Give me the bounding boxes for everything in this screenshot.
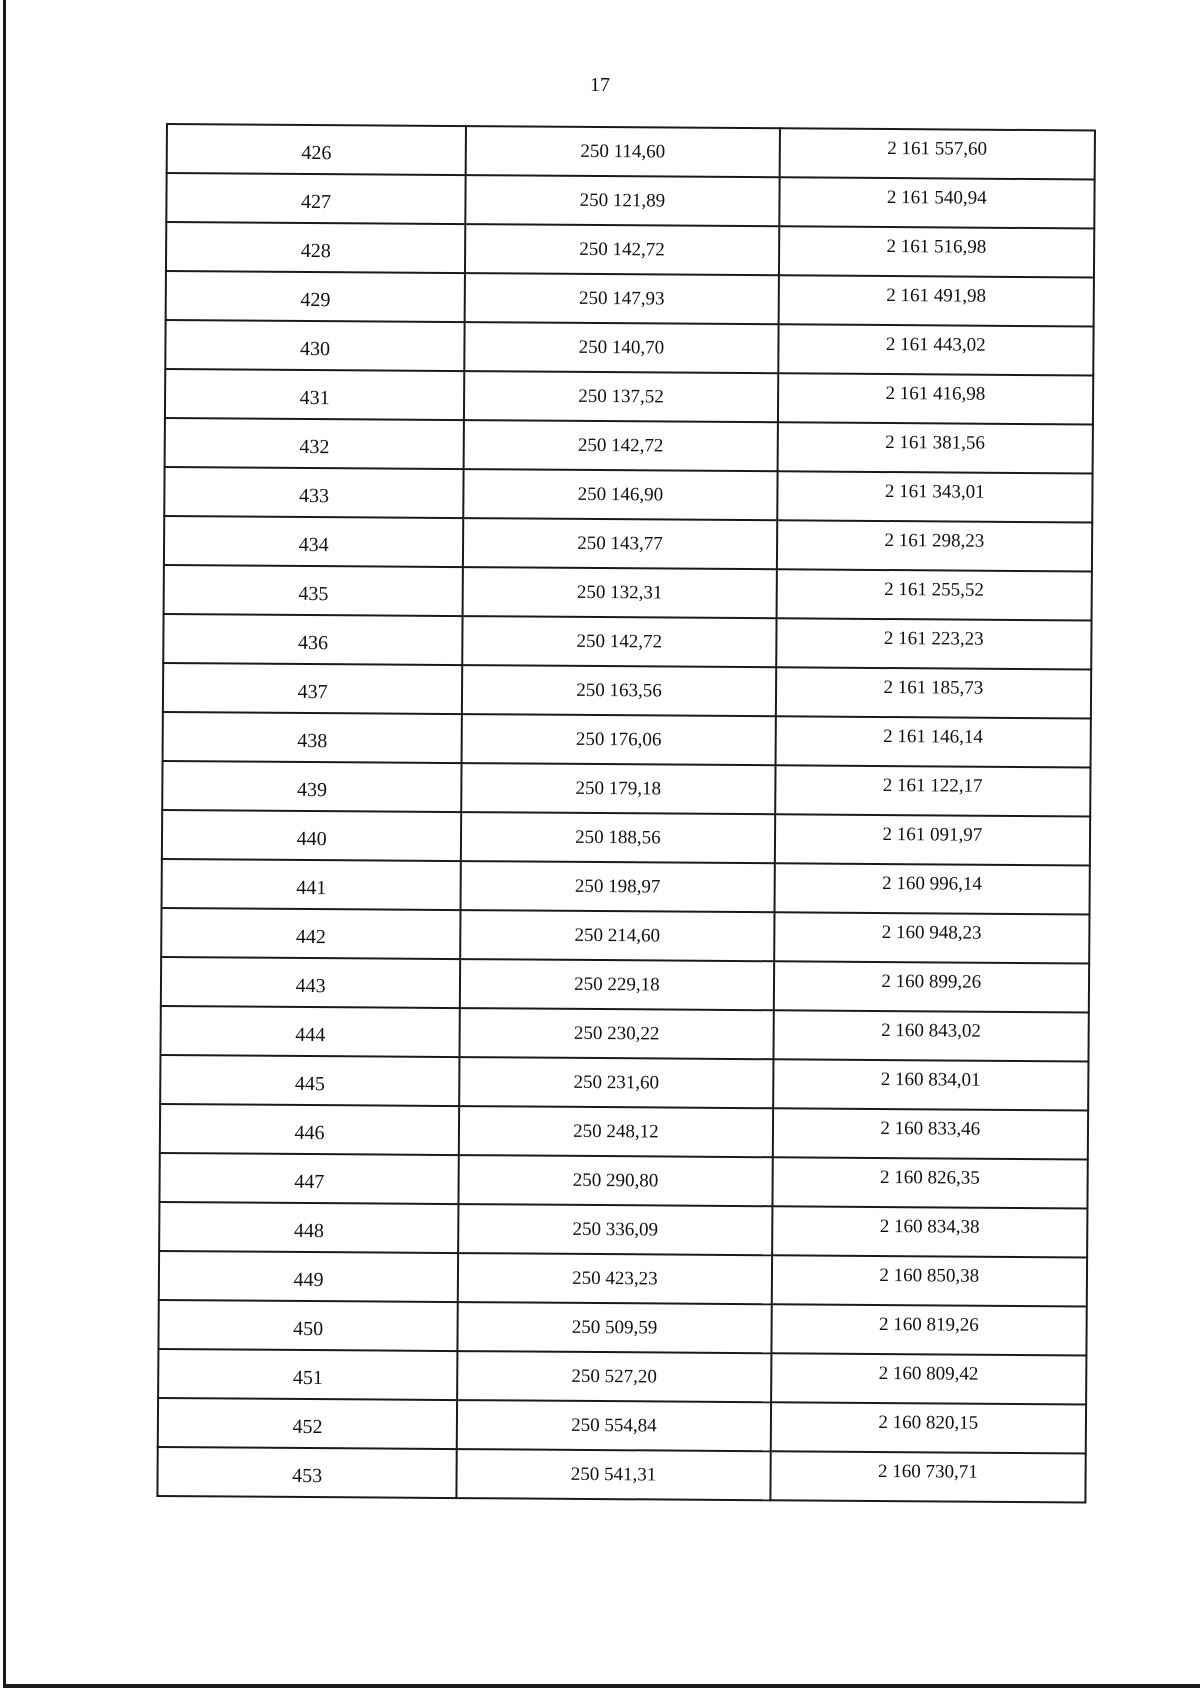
y-coordinate-cell: [778, 324, 1094, 375]
y-coordinate-cell: [771, 1353, 1087, 1404]
x-coordinate-cell: [457, 1351, 771, 1402]
point-number-cell: [165, 320, 465, 371]
table-row: [166, 222, 1094, 277]
point-number-text: 446: [294, 1121, 325, 1144]
point-number-text: 442: [295, 925, 327, 948]
y-coordinate-text: 2 160 834,38: [879, 1216, 980, 1238]
table-row: [162, 859, 1090, 914]
point-number-cell: [158, 1349, 458, 1400]
y-coordinate-cell: [774, 912, 1090, 963]
point-number-cell: [161, 957, 461, 1008]
y-coordinate-text: 2 161 516,98: [886, 236, 987, 258]
point-number-text: 448: [293, 1219, 324, 1242]
point-number-text: 450: [293, 1317, 324, 1340]
point-number-text: 447: [294, 1170, 325, 1193]
point-number-cell: [162, 810, 462, 861]
x-coordinate-text: 250 230,22: [573, 1022, 660, 1045]
table-row: [165, 320, 1093, 375]
point-number-text: 439: [296, 778, 328, 801]
scan-border-left: [3, 0, 6, 1686]
table-row: [163, 712, 1091, 767]
x-coordinate-cell: [464, 371, 778, 422]
point-number-text: 438: [297, 729, 328, 752]
table-row: [165, 369, 1093, 424]
table-row: [160, 1104, 1088, 1159]
y-coordinate-text: 2 161 122,17: [882, 775, 983, 797]
point-number-text: 440: [296, 827, 327, 850]
y-coordinate-text: 2 161 146,14: [883, 726, 983, 748]
x-coordinate-cell: [463, 616, 777, 667]
table-row: [157, 1447, 1085, 1502]
x-coordinate-text: 250 527,20: [571, 1365, 658, 1388]
y-coordinate-cell: [779, 128, 1095, 179]
point-number-text: 436: [297, 631, 329, 654]
x-coordinate-text: 250 188,56: [575, 826, 661, 849]
y-coordinate-cell: [779, 226, 1095, 277]
y-coordinate-text: 2 160 826,35: [880, 1167, 980, 1189]
x-coordinate-cell: [466, 175, 780, 226]
x-coordinate-text: 250 147,93: [578, 287, 665, 310]
point-number-text: 432: [299, 435, 330, 458]
y-coordinate-text: 2 161 185,73: [883, 677, 984, 699]
x-coordinate-text: 250 163,56: [576, 679, 662, 702]
x-coordinate-text: 250 143,77: [577, 532, 663, 555]
x-coordinate-cell: [464, 420, 778, 471]
y-coordinate-text: 2 161 223,23: [883, 628, 984, 650]
x-coordinate-cell: [457, 1449, 771, 1500]
y-coordinate-text: 2 161 416,98: [885, 383, 986, 405]
x-coordinate-text: 250 142,72: [576, 630, 663, 653]
y-coordinate-text: 2 160 833,46: [880, 1118, 981, 1140]
table-row: [159, 1251, 1087, 1306]
point-number-text: 443: [295, 974, 326, 997]
y-coordinate-cell: [771, 1304, 1087, 1355]
y-coordinate-cell: [773, 1059, 1089, 1110]
x-coordinate-text: 250 176,06: [575, 728, 662, 751]
x-coordinate-text: 250 554,84: [571, 1414, 657, 1437]
x-coordinate-cell: [461, 763, 775, 814]
point-number-text: 426: [301, 141, 332, 164]
point-number-cell: [165, 418, 465, 469]
y-coordinate-cell: [774, 814, 1090, 865]
x-coordinate-cell: [459, 1057, 773, 1108]
page-number: 17: [590, 74, 610, 96]
x-coordinate-cell: [458, 1302, 772, 1353]
x-coordinate-cell: [459, 1106, 773, 1157]
point-number-text: 429: [300, 288, 331, 311]
table-row: [158, 1349, 1086, 1404]
y-coordinate-cell: [778, 275, 1094, 326]
x-coordinate-text: 250 142,72: [579, 238, 665, 261]
x-coordinate-cell: [458, 1253, 772, 1304]
y-coordinate-text: 2 161 491,98: [886, 285, 987, 307]
point-number-text: 428: [300, 239, 331, 262]
x-coordinate-text: 250 214,60: [574, 924, 661, 947]
y-coordinate-text: 2 161 443,02: [885, 334, 986, 356]
point-number-cell: [167, 124, 467, 175]
x-coordinate-text: 250 137,52: [578, 385, 664, 408]
point-number-text: 452: [292, 1415, 323, 1438]
table-row: [164, 516, 1092, 571]
point-number-text: 435: [298, 582, 329, 605]
point-number-cell: [159, 1202, 459, 1253]
x-coordinate-text: 250 336,09: [572, 1218, 659, 1241]
point-number-cell: [162, 761, 462, 812]
y-coordinate-cell: [770, 1402, 1086, 1453]
y-coordinate-text: 2 160 948,23: [881, 922, 982, 944]
x-coordinate-cell: [466, 126, 780, 177]
x-coordinate-text: 250 146,90: [577, 483, 664, 506]
x-coordinate-cell: [458, 1204, 772, 1255]
x-coordinate-cell: [461, 861, 775, 912]
y-coordinate-cell: [776, 667, 1092, 718]
y-coordinate-cell: [772, 1108, 1088, 1159]
y-coordinate-cell: [773, 961, 1089, 1012]
point-number-cell: [159, 1251, 459, 1302]
y-coordinate-text: 2 161 343,01: [884, 481, 985, 503]
table-row: [158, 1300, 1086, 1355]
table-row: [159, 1202, 1087, 1257]
coordinates-table: [156, 123, 1096, 1503]
x-coordinate-text: 250 231,60: [573, 1071, 660, 1094]
y-coordinate-cell: [777, 471, 1093, 522]
x-coordinate-cell: [465, 224, 779, 275]
table-row: [160, 1006, 1088, 1061]
point-number-cell: [158, 1398, 458, 1449]
table-row: [166, 271, 1094, 326]
y-coordinate-cell: [777, 422, 1093, 473]
table-row: [162, 810, 1090, 865]
table-row: [160, 1055, 1088, 1110]
y-coordinate-text: 2 160 834,01: [880, 1069, 981, 1091]
point-number-cell: [160, 1104, 460, 1155]
y-coordinate-text: 2 160 843,02: [881, 1020, 981, 1042]
y-coordinate-text: 2 160 820,15: [878, 1412, 979, 1434]
point-number-cell: [164, 516, 464, 567]
point-number-cell: [159, 1153, 459, 1204]
point-number-cell: [163, 712, 463, 763]
point-number-text: 433: [298, 484, 330, 507]
y-coordinate-cell: [775, 765, 1091, 816]
x-coordinate-text: 250 121,89: [579, 189, 666, 212]
point-number-text: 437: [297, 680, 328, 703]
table-row: [161, 908, 1089, 963]
point-number-cell: [164, 565, 464, 616]
x-coordinate-cell: [462, 714, 776, 765]
point-number-cell: [166, 173, 466, 224]
point-number-cell: [161, 908, 461, 959]
point-number-cell: [166, 271, 466, 322]
y-coordinate-text: 2 160 819,26: [878, 1314, 979, 1336]
x-coordinate-text: 250 114,60: [580, 140, 666, 163]
table-row: [159, 1153, 1087, 1208]
x-coordinate-cell: [460, 959, 774, 1010]
point-number-text: 453: [292, 1464, 323, 1487]
x-coordinate-text: 250 229,18: [574, 973, 660, 996]
table-row: [164, 565, 1092, 620]
x-coordinate-cell: [461, 812, 775, 863]
x-coordinate-cell: [462, 665, 776, 716]
y-coordinate-text: 2 160 996,14: [882, 873, 982, 895]
y-coordinate-cell: [776, 569, 1092, 620]
point-number-cell: [160, 1006, 460, 1057]
point-number-cell: [162, 859, 462, 910]
x-coordinate-cell: [457, 1400, 771, 1451]
table-row: [164, 467, 1092, 522]
point-number-text: 445: [294, 1072, 326, 1095]
y-coordinate-cell: [770, 1451, 1086, 1502]
x-coordinate-text: 250 290,80: [572, 1169, 659, 1192]
table-row: [162, 761, 1090, 816]
point-number-text: 430: [299, 337, 331, 360]
x-coordinate-text: 250 142,72: [577, 434, 664, 457]
y-coordinate-cell: [774, 863, 1090, 914]
x-coordinate-cell: [465, 273, 779, 324]
coordinates-table-body: [157, 124, 1095, 1502]
x-coordinate-cell: [465, 322, 779, 373]
table-row: [163, 663, 1091, 718]
y-coordinate-cell: [773, 1010, 1089, 1061]
point-number-cell: [163, 663, 463, 714]
x-coordinate-cell: [460, 1008, 774, 1059]
x-coordinate-text: 250 423,23: [572, 1267, 658, 1290]
point-number-text: 434: [298, 533, 329, 556]
point-number-cell: [160, 1055, 460, 1106]
table-row: [165, 418, 1093, 473]
table-row: [163, 614, 1091, 669]
x-coordinate-cell: [464, 469, 778, 520]
point-number-text: 451: [292, 1366, 323, 1389]
x-coordinate-text: 250 248,12: [573, 1120, 659, 1143]
table-row: [166, 173, 1094, 228]
y-coordinate-text: 2 161 557,60: [887, 138, 988, 160]
y-coordinate-cell: [776, 618, 1092, 669]
point-number-text: 444: [295, 1023, 326, 1046]
x-coordinate-text: 250 132,31: [576, 581, 663, 604]
point-number-cell: [166, 222, 466, 273]
point-number-cell: [165, 369, 465, 420]
y-coordinate-text: 2 160 809,42: [878, 1363, 979, 1385]
x-coordinate-cell: [463, 518, 777, 569]
scan-border-bottom: [3, 1684, 1200, 1688]
y-coordinate-text: 2 161 298,23: [884, 530, 985, 552]
point-number-text: 449: [293, 1268, 324, 1291]
y-coordinate-text: 2 160 899,26: [881, 971, 982, 993]
y-coordinate-text: 2 160 730,71: [877, 1461, 978, 1483]
x-coordinate-text: 250 198,97: [574, 875, 661, 898]
x-coordinate-text: 250 541,31: [570, 1463, 657, 1486]
y-coordinate-cell: [772, 1157, 1088, 1208]
y-coordinate-cell: [777, 520, 1093, 571]
x-coordinate-cell: [459, 1155, 773, 1206]
point-number-cell: [164, 467, 464, 518]
y-coordinate-text: 2 161 540,94: [886, 187, 987, 209]
y-coordinate-cell: [772, 1206, 1088, 1257]
y-coordinate-cell: [775, 716, 1091, 767]
x-coordinate-text: 250 179,18: [575, 777, 662, 800]
table-row: [167, 124, 1095, 179]
point-number-cell: [157, 1447, 457, 1498]
y-coordinate-cell: [779, 177, 1095, 228]
y-coordinate-text: 2 161 255,52: [884, 579, 985, 601]
point-number-text: 431: [299, 386, 330, 409]
y-coordinate-text: 2 160 850,38: [879, 1265, 980, 1287]
y-coordinate-text: 2 161 381,56: [885, 432, 986, 454]
table-row: [161, 957, 1089, 1012]
table-row: [158, 1398, 1086, 1453]
point-number-cell: [163, 614, 463, 665]
x-coordinate-cell: [460, 910, 774, 961]
point-number-text: 427: [301, 190, 332, 213]
y-coordinate-cell: [778, 373, 1094, 424]
point-number-cell: [158, 1300, 458, 1351]
x-coordinate-text: 250 140,70: [578, 336, 665, 359]
x-coordinate-text: 250 509,59: [571, 1316, 658, 1339]
y-coordinate-text: 2 161 091,97: [882, 824, 983, 846]
x-coordinate-cell: [463, 567, 777, 618]
point-number-text: 441: [296, 876, 327, 899]
y-coordinate-cell: [771, 1255, 1087, 1306]
